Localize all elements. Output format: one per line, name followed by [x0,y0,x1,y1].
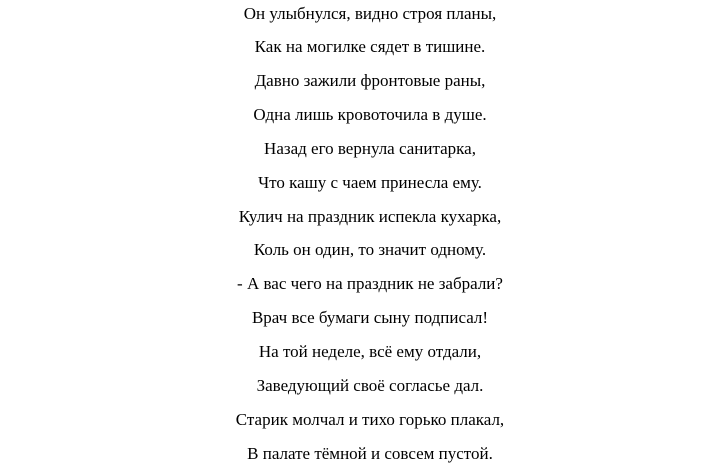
poem-line: Заведующий своё согласье дал. [256,376,484,395]
poem-line: Врач все бумаги сыну подписал! [251,308,489,327]
poem-line: Назад его вернула санитарка, [264,139,476,158]
poem-line: На той неделе, всё ему отдали, [258,342,482,361]
poem-line: Что кашу с чаем принесла ему. [258,173,482,192]
poem-line: В палате тёмной и совсем пустой. [247,444,493,463]
poem-line: Он улыбнулся, видно строя планы, [243,4,497,23]
poem-line: Как на могилке сядет в тишине. [254,37,486,56]
poem-line: - А вас чего на праздник не забрали? [237,274,503,293]
poem-line: Одна лишь кровоточила в душе. [253,105,487,124]
poem-line: Кулич на праздник испекла кухарка, [238,207,502,226]
poem-line: Коль он один, то значит одному. [253,240,487,259]
poem-line: Старик молчал и тихо горько плакал, [235,410,505,429]
poem-line: Давно зажили фронтовые раны, [254,71,486,90]
